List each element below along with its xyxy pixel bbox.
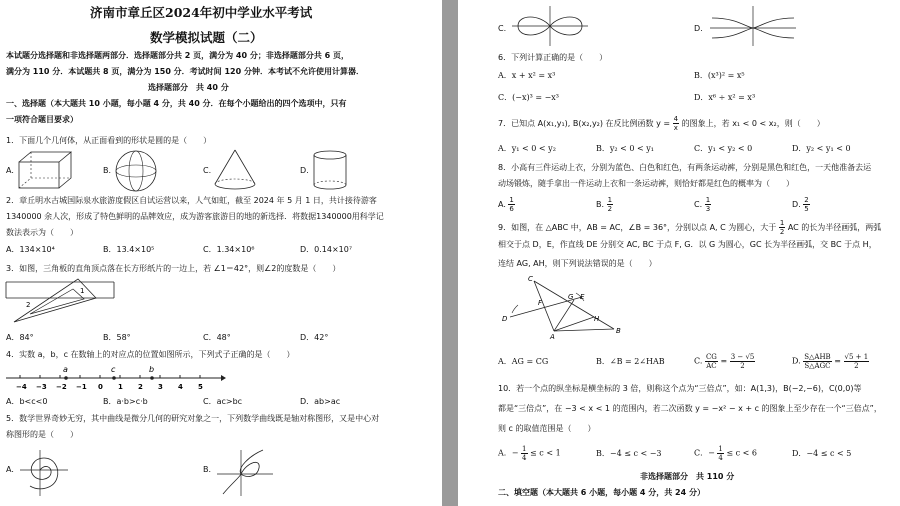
folium-curve-figure (215, 446, 275, 498)
frac-den: 4 (522, 454, 527, 462)
q2-line-3: 数法表示为（ ） (6, 228, 78, 237)
q4-option-b: B．a·b>c·b (103, 397, 148, 406)
q7-option-b: B．y₂ < 0 < y₁ (596, 144, 654, 153)
frac-num: 1 (779, 219, 785, 227)
q7-fraction (673, 115, 679, 132)
notice-line-2: 满分为 110 分．本试题共 8 页，满分为 150 分．考试时间 120 分钟．本考试不允许使用计算器． (6, 67, 364, 76)
q9-geometry-figure (502, 275, 632, 339)
q6-option-c: C．(−x)³ = −x³ (498, 93, 559, 102)
q8-option-a (498, 196, 515, 213)
q9-line-1-part-2: AC 的长为半径画弧，两弧 (787, 223, 882, 232)
tick-label: 2 (138, 383, 143, 391)
frac-num: 1 (522, 445, 527, 453)
tick-label: −2 (56, 383, 67, 391)
q9-option-a: A．AG = CG (498, 357, 549, 366)
frac-num: 2 (804, 196, 809, 204)
cone-figure (213, 148, 257, 192)
frac-den: 3 (705, 205, 711, 213)
angle-1-label: 1 (80, 287, 85, 295)
q1-option-b: B. (103, 166, 112, 175)
q8-option-c-frac (705, 196, 711, 213)
q9-option-d (792, 353, 869, 370)
q9-option-b: B．∠B = 2∠HAB (596, 357, 665, 366)
q9-line-1-part-1: 9．如图，在 △ABC 中，AB = AC，∠B = 36°，分别以点 A, C 为圆心，大于 (498, 223, 777, 232)
point-b-label: b (149, 365, 155, 374)
q4-option-d: D．ab>ac (300, 397, 341, 406)
q5-option-d: D. (694, 24, 703, 33)
tick-label: −3 (36, 383, 47, 391)
tick-label: 0 (98, 383, 103, 391)
spiral-curve-figure (18, 446, 70, 498)
q9-line-1 (498, 219, 881, 236)
q10-option-c-suffix: ≤ c < 6 (726, 448, 757, 458)
q7-option-a: A．y₁ < 0 < y₂ (498, 144, 556, 153)
q7-option-c: C．y₁ < y₂ < 0 (694, 144, 753, 153)
q5-line-2: 称图形的是（ ） (6, 430, 78, 439)
section-2-title: 非选择题部分 共 110 分 (640, 472, 735, 481)
triangle-ruler-figure (6, 278, 116, 328)
q1-stem: 1．下面几个几何体，从正面看到的形状是圆的是（ ） (6, 136, 212, 145)
q3-option-d: D．42° (300, 333, 329, 342)
q10-line-1: 10．若一个点的纵坐标是横坐标的 3 倍，则称这个点为“三倍点”，如：A(1,3)，B(−2,−6)，C(0,0)等 (498, 384, 862, 393)
cube-figure (18, 150, 73, 190)
frac-den: 2 (607, 205, 613, 213)
label-a: A (550, 333, 555, 341)
q5-option-b: B. (203, 465, 212, 474)
number-line-figure (6, 364, 226, 392)
q3-option-a: A．84° (6, 333, 34, 342)
frac-num: CG (705, 353, 717, 361)
label-b: B (616, 327, 621, 335)
q2-option-a: A．134×10⁴ (6, 245, 55, 254)
equals-sign: = (834, 356, 841, 366)
label-g: G (568, 293, 574, 301)
frac-den: S△AGC (804, 362, 831, 370)
q8-option-d (792, 196, 810, 213)
q6-option-b: B．(x³)² = x⁵ (694, 71, 745, 80)
q4-stem: 4．实数 a，b，c 在数轴上的对应点的位置如图所示，下列式子正确的是（ ） (6, 350, 295, 359)
sphere-figure (115, 150, 157, 192)
q9-option-d-rhs (844, 353, 870, 370)
page-gap (442, 0, 458, 506)
q3-stem: 3．如图，三角板的直角顶点落在长方形纸片的一边上，若 ∠1＝42°，则∠2的度数是（ ） (6, 264, 341, 273)
q2-line-1: 2．章丘明水古城国际泉水旅游度假区自试运营以来，人气如虹，截至 2024 年 5 月 1 日，共计接待游客 (6, 196, 377, 205)
q8-option-c-label: C. (694, 200, 703, 209)
q2-line-2: 1340000 余人次，形成了特色鲜明的品牌效应，成为游客旅游目的地的新选择．将数据1340000用科学记 (6, 212, 384, 221)
q10-option-a-frac (521, 445, 527, 462)
frac-den: 2 (740, 362, 745, 370)
q2-option-c: C．1.34×10⁶ (203, 245, 255, 254)
part-1-heading-cont: 一项符合题目要求） (6, 115, 78, 124)
q8-line-1: 8．小高有三件运动上衣，分别为蓝色、白色和红色，有两条运动裤，分别是黑色和红色，一天他准备去运 (498, 163, 872, 172)
equals-sign: = (720, 356, 728, 366)
q4-option-a: A．b<c<0 (6, 397, 48, 406)
frac-num: 3 − √5 (730, 353, 755, 361)
q7-fraction-num: 4 (673, 115, 679, 123)
part-2-heading: 二、填空题（本大题共 6 小题，每小题 4 分，共 24 分） (498, 488, 705, 497)
q9-option-d-label: D. (792, 356, 801, 366)
frac-den: 2 (854, 362, 859, 370)
q9-line-3: 连结 AG, AH，则下列说法错误的是（ ） (498, 259, 657, 268)
q6-option-d: D．x⁶ ÷ x² = x³ (694, 93, 756, 102)
q4-option-c: C．ac>bc (203, 397, 243, 406)
q8-option-c (694, 196, 711, 213)
q3-option-c: C．48° (203, 333, 231, 342)
frac-den: 2 (779, 228, 785, 236)
exam-title: 济南市章丘区2024年初中学业水平考试 (90, 5, 313, 20)
q9-option-d-lhs (803, 353, 831, 370)
q7-stem-part-1: 7．已知点 A(x₁,y₁), B(x₂,y₂) 在反比例函数 y = (498, 119, 671, 128)
frac-num: 1 (705, 196, 711, 204)
point-a-label: a (63, 365, 68, 374)
notice-line-1: 本试题分选择题和非选择题两部分．选择题部分共 2 页，满分为 40 分；非选择题部分共 6 页， (6, 51, 349, 60)
tick-label: 5 (198, 383, 203, 391)
q10-line-3: 则 c 的取值范围是（ ） (498, 424, 596, 433)
lemniscate-figure (510, 4, 590, 48)
cylinder-figure (312, 150, 348, 192)
q9-option-c (694, 353, 755, 370)
section-1-title: 选择题部分 共 40 分 (148, 83, 229, 92)
q9-option-c-rhs (730, 353, 756, 370)
left-page (0, 0, 442, 506)
frac-num: 1 (718, 445, 723, 453)
witch-curve-figure (708, 4, 798, 48)
q10-option-c (694, 445, 757, 462)
exam-subtitle: 数学模拟试题（二） (150, 30, 263, 45)
q8-option-b-frac (607, 196, 613, 213)
q8-option-a-frac (508, 196, 514, 213)
q9-line-2: 相交于点 D，E，作直线 DE 分别交 AC, BC 于点 F, G．以 G 为圆心，GC 长为半径画弧，交 BC 于点 H， (498, 240, 877, 249)
label-f: F (538, 299, 543, 307)
frac-den: 4 (718, 454, 723, 462)
q1-option-a: A. (6, 166, 14, 175)
label-e: E (580, 293, 585, 301)
q1-option-c: C. (203, 166, 212, 175)
q5-option-c: C. (498, 24, 507, 33)
label-h: H (594, 315, 600, 323)
number-line-ticks (20, 375, 200, 378)
q3-option-b: B．58° (103, 333, 131, 342)
frac-den: 6 (509, 205, 514, 213)
point-c-label: c (111, 365, 116, 374)
label-d: D (502, 315, 508, 323)
q7-stem (498, 115, 825, 132)
q2-option-b: B．13.4×10⁵ (103, 245, 155, 254)
q1-option-d: D. (300, 166, 309, 175)
frac-num: 1 (607, 196, 613, 204)
tick-label: 4 (178, 383, 183, 391)
tick-label: 1 (118, 383, 123, 391)
q9-option-c-label: C. (694, 356, 703, 366)
q6-option-a: A．x + x² = x³ (498, 71, 556, 80)
q9-half-fraction (779, 219, 785, 236)
q8-option-d-frac (803, 196, 809, 213)
q10-option-a (498, 445, 561, 462)
right-page (458, 0, 900, 506)
q8-option-b-label: B. (596, 200, 605, 209)
q5-option-a: A. (6, 465, 14, 474)
tick-label: 3 (158, 383, 163, 391)
q10-option-a-suffix: ≤ c < 1 (530, 448, 561, 458)
q8-option-a-label: A. (498, 200, 506, 209)
q2-option-d: D．0.14×10⁷ (300, 245, 353, 254)
q8-option-b (596, 196, 613, 213)
q6-stem: 6．下列计算正确的是（ ） (498, 53, 608, 62)
tick-label: −1 (76, 383, 87, 391)
q10-option-b: B．−4 ≤ c < −3 (596, 449, 662, 458)
frac-num: √5 + 1 (844, 353, 869, 361)
q7-stem-part-2: 的图象上，若 x₁ < 0 < x₂，则（ ） (681, 119, 825, 128)
part-1-heading: 一、选择题（本大题共 10 小题，每小题 4 分，共 40 分．在每个小题给出的四个选项中，只有 (6, 99, 347, 108)
q5-line-1: 5．数学世界奇妙无穷，其中曲线是微分几何的研究对象之一，下列数学曲线既是轴对称图形，又是中心对 (6, 414, 380, 423)
q9-option-c-lhs (705, 353, 718, 370)
label-c: C (528, 275, 533, 283)
q10-option-c-prefix: C．− (694, 448, 715, 458)
q10-option-c-frac (717, 445, 723, 462)
frac-den: 5 (804, 205, 809, 213)
angle-2-label: 2 (26, 301, 31, 309)
tick-label: −4 (16, 383, 27, 391)
q8-option-d-label: D. (792, 200, 801, 209)
frac-num: 1 (509, 196, 514, 204)
q10-line-2: 都是“三倍点”，在 −3 < x < 1 的范围内，若二次函数 y = −x² − x + c 的图象上至少存在一个“三倍点”， (498, 404, 882, 413)
q7-fraction-den: x (673, 124, 678, 132)
q10-option-a-prefix: A．− (498, 448, 519, 458)
q7-option-d: D．y₂ < y₁ < 0 (792, 144, 851, 153)
q8-line-2: 动场锻炼，随手拿出一件运动上衣和一条运动裤，则恰好都是红色的概率为（ ） (498, 179, 794, 188)
frac-den: AC (706, 362, 717, 370)
frac-num: S△AHB (804, 353, 831, 361)
q10-option-d: D．−4 ≤ c < 5 (792, 449, 852, 458)
